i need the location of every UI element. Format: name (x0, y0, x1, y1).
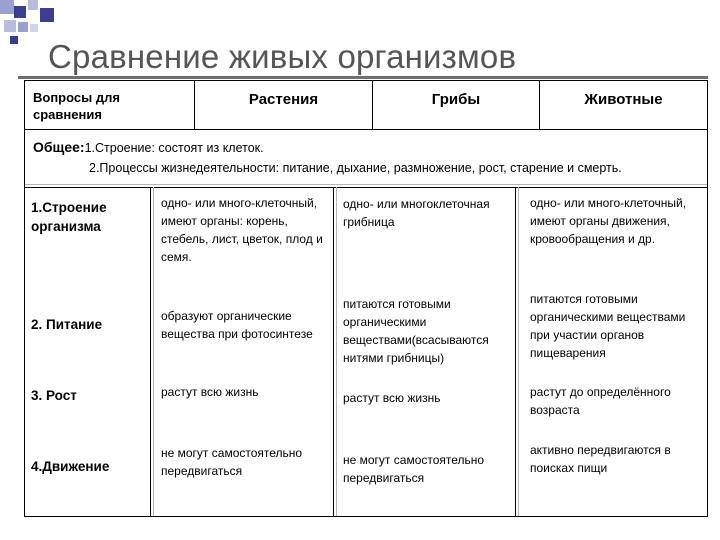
deco-square (30, 24, 38, 32)
cell-animals-structure: одно- или много-клеточный, имеют органы движения, кровообращения и др. (530, 196, 687, 246)
cell-plants-nutrition: образуют органические вещества при фотосинтезе (161, 309, 313, 341)
row-label-growth: 3. Рост (31, 388, 77, 403)
deco-square (4, 20, 16, 32)
deco-square (10, 36, 18, 44)
row-label-structure: 1.Строение организма (31, 200, 107, 234)
body-col-divider (515, 187, 516, 516)
general-line1 (33, 139, 264, 155)
header-fungi: Грибы (431, 91, 481, 108)
cell-plants-structure: одно- или много-клеточный, имеют органы: корень, стебель, лист, цветок, плод и семя. (161, 196, 323, 264)
cell-plants-movement: не могут самостоятельно передвигаться (161, 446, 303, 478)
title-underline (18, 76, 708, 79)
deco-square (18, 22, 28, 32)
general-label: Общее: (33, 139, 85, 155)
deco-square (0, 0, 14, 14)
cell-animals-growth: растут до определённого возраста (530, 385, 671, 417)
header-plants: Растения (248, 91, 319, 108)
body-col-divider (150, 187, 151, 516)
page-title: Сравнение живых организмов (48, 38, 517, 75)
row-label-movement: 4.Движение (31, 459, 110, 474)
cell-plants-growth: растут всю жизнь (161, 385, 259, 399)
deco-square (28, 0, 38, 10)
cell-animals-movement: активно передвигаются в поисках пищи (530, 443, 671, 475)
row-label-nutrition: 2. Питание (31, 317, 103, 332)
cell-fungi-nutrition: питаются готовыми органическими веществами(всасываются нитями грибницы) (343, 297, 489, 365)
cell-fungi-growth: растут всю жизнь (343, 391, 441, 405)
deco-square (40, 8, 54, 22)
cell-fungi-structure: одно- или многоклеточная грибница (343, 197, 490, 229)
body-col-inner (518, 187, 519, 516)
cell-animals-nutrition: питаются готовыми органическими веществами при участии органов пищеварения (530, 292, 686, 360)
deco-square (14, 6, 26, 18)
general-structure: 1.Строение: состоят из клеток. (84, 141, 264, 155)
general-line2: 2.Процессы жизнедеятельности: питание, дыхание, размножение, рост, старение и смерть. (89, 161, 622, 175)
general-inner-rule (25, 184, 707, 185)
cell-fungi-movement: не могут самостоятельно передвигаться (343, 453, 485, 485)
body-col-divider (333, 187, 334, 516)
header-questions: Вопросы для сравнения (33, 90, 120, 122)
header-divider (25, 129, 707, 130)
body-col-inner (153, 187, 154, 516)
header-animals: Животные (584, 91, 663, 108)
body-col-inner (336, 187, 337, 516)
comparison-table (24, 80, 708, 517)
general-divider (25, 187, 707, 188)
